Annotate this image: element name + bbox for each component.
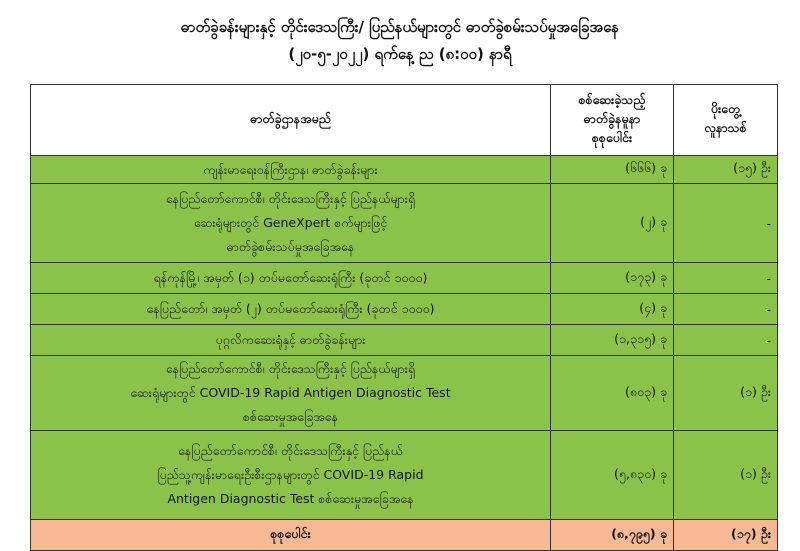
lab-testing-table: [30, 84, 778, 551]
table-row: [31, 431, 778, 520]
title-line-1: ဓာတ်ခွဲခန်းများနှင့် တိုင်းဒေသကြီး/ ပြည်နယ်များတွင် ဓာတ်ခွဲစမ်းသပ်မှုအခြေအနေ: [180, 18, 620, 36]
table-row: [31, 325, 778, 356]
header-tests-line-3: စုစုပေါင်း: [591, 129, 633, 145]
row-name-line: စစ်ဆေးမှုအခြေအနေ: [242, 409, 339, 424]
row-name-line: ကျန်းမာရေးဝန်ကြီးဌာန၊ ဓာတ်ခွဲခန်းများ: [203, 161, 378, 177]
row-name-line: နေပြည်တော်၊ အမှတ် (၂) တပ်မတော်ဆေးရုံကြီး (ခုတင် ၁၀၀၀): [146, 301, 435, 316]
table-header-row: [31, 85, 778, 156]
row-name-line: ဆေးရုံများတွင် GeneXpert စက်များဖြင့်: [193, 215, 388, 230]
row-tests: (၄) ခု: [551, 294, 674, 325]
row-tests: (၆၆၆) ခု: [551, 156, 674, 184]
header-positive-line-2: လူနာသစ်: [704, 120, 747, 135]
row-lab-name: [31, 263, 551, 294]
row-name-line: Antigen Diagnostic Test စစ်ဆေးမှုအခြေအနေ: [167, 491, 414, 506]
row-lab-name: [31, 356, 551, 431]
header-total-tests: [551, 85, 674, 156]
table-row: [31, 294, 778, 325]
table-row: [31, 156, 778, 184]
total-tests: (၈,၇၉၅) ခု: [551, 520, 674, 551]
row-positive: (၁) ဦး: [674, 431, 778, 520]
row-positive: -: [674, 325, 778, 356]
row-name-line: နေပြည်တော်ကောင်စီ၊ တိုင်းဒေသကြီးနှင့် ပြည်နယ်များရှိ: [165, 191, 416, 206]
row-name-line: ဆေးရုံများတွင် COVID-19 Rapid Antigen Diagnostic Test: [130, 385, 451, 400]
header-positive-line-1: ပိုးတွေ့: [710, 101, 741, 116]
row-name-line: ရန်ကုန်မြို့၊ အမှတ် (၁) တပ်မတော်ဆေးရုံကြီး (ခုတင် ၁၀၀၀): [153, 270, 428, 285]
row-name-line: နေပြည်တော်ကောင်စီ၊ တိုင်းဒေသကြီးနှင့် ပြည်နယ်: [178, 443, 403, 458]
total-row: [31, 520, 778, 551]
row-name-line: ဓာတ်ခွဲစမ်းသပ်မှုအခြေအနေ: [226, 239, 355, 254]
row-name-line: ပြည်သူ့ကျန်းမာရေးဦးစီးဌာနများတွင် COVID-19 Rapid: [157, 467, 424, 482]
table-row: [31, 184, 778, 263]
row-name-line: နေပြည်တော်ကောင်စီ၊ တိုင်းဒေသကြီးနှင့် ပြည်နယ်များရှိ: [165, 361, 416, 376]
row-tests: (၁၇၃) ခု: [551, 263, 674, 294]
table-row: [31, 263, 778, 294]
row-lab-name: [31, 184, 551, 263]
row-tests: (၈၀၃) ခု: [551, 356, 674, 431]
row-lab-name: [31, 431, 551, 520]
total-positive: (၁၇) ဦး: [674, 520, 778, 551]
row-tests: (၁,၃၁၅) ခု: [551, 325, 674, 356]
title-line-2: (၂၀-၅-၂၀၂၂) ရက်နေ့ ည (၈:၀၀) နာရီ: [288, 45, 512, 63]
row-positive: (၁၅) ဦး: [674, 156, 778, 184]
total-label: စုစုပေါင်း: [31, 520, 551, 551]
header-new-positive: [674, 85, 778, 156]
report-title: [0, 0, 800, 70]
row-lab-name: [31, 325, 551, 356]
row-positive: (၁) ဦး: [674, 356, 778, 431]
row-name-line: ပုဂ္ဂလိကဆေးရုံနှင့် ဓာတ်ခွဲခန်းများ: [215, 332, 366, 347]
row-tests: (၅,၈၃၀) ခု: [551, 431, 674, 520]
row-positive: -: [674, 263, 778, 294]
table-row: [31, 356, 778, 431]
header-tests-line-2: ဓာတ်ခွဲနမူနာ: [583, 110, 641, 126]
row-positive: -: [674, 184, 778, 263]
row-positive: -: [674, 294, 778, 325]
header-lab-name: ဓာတ်ခွဲဌာနအမည်: [31, 85, 551, 156]
row-lab-name: [31, 156, 551, 184]
header-tests-line-1: စစ်ဆေးခဲ့သည့်: [578, 91, 646, 107]
row-lab-name: [31, 294, 551, 325]
row-tests: (၂) ခု: [551, 184, 674, 263]
